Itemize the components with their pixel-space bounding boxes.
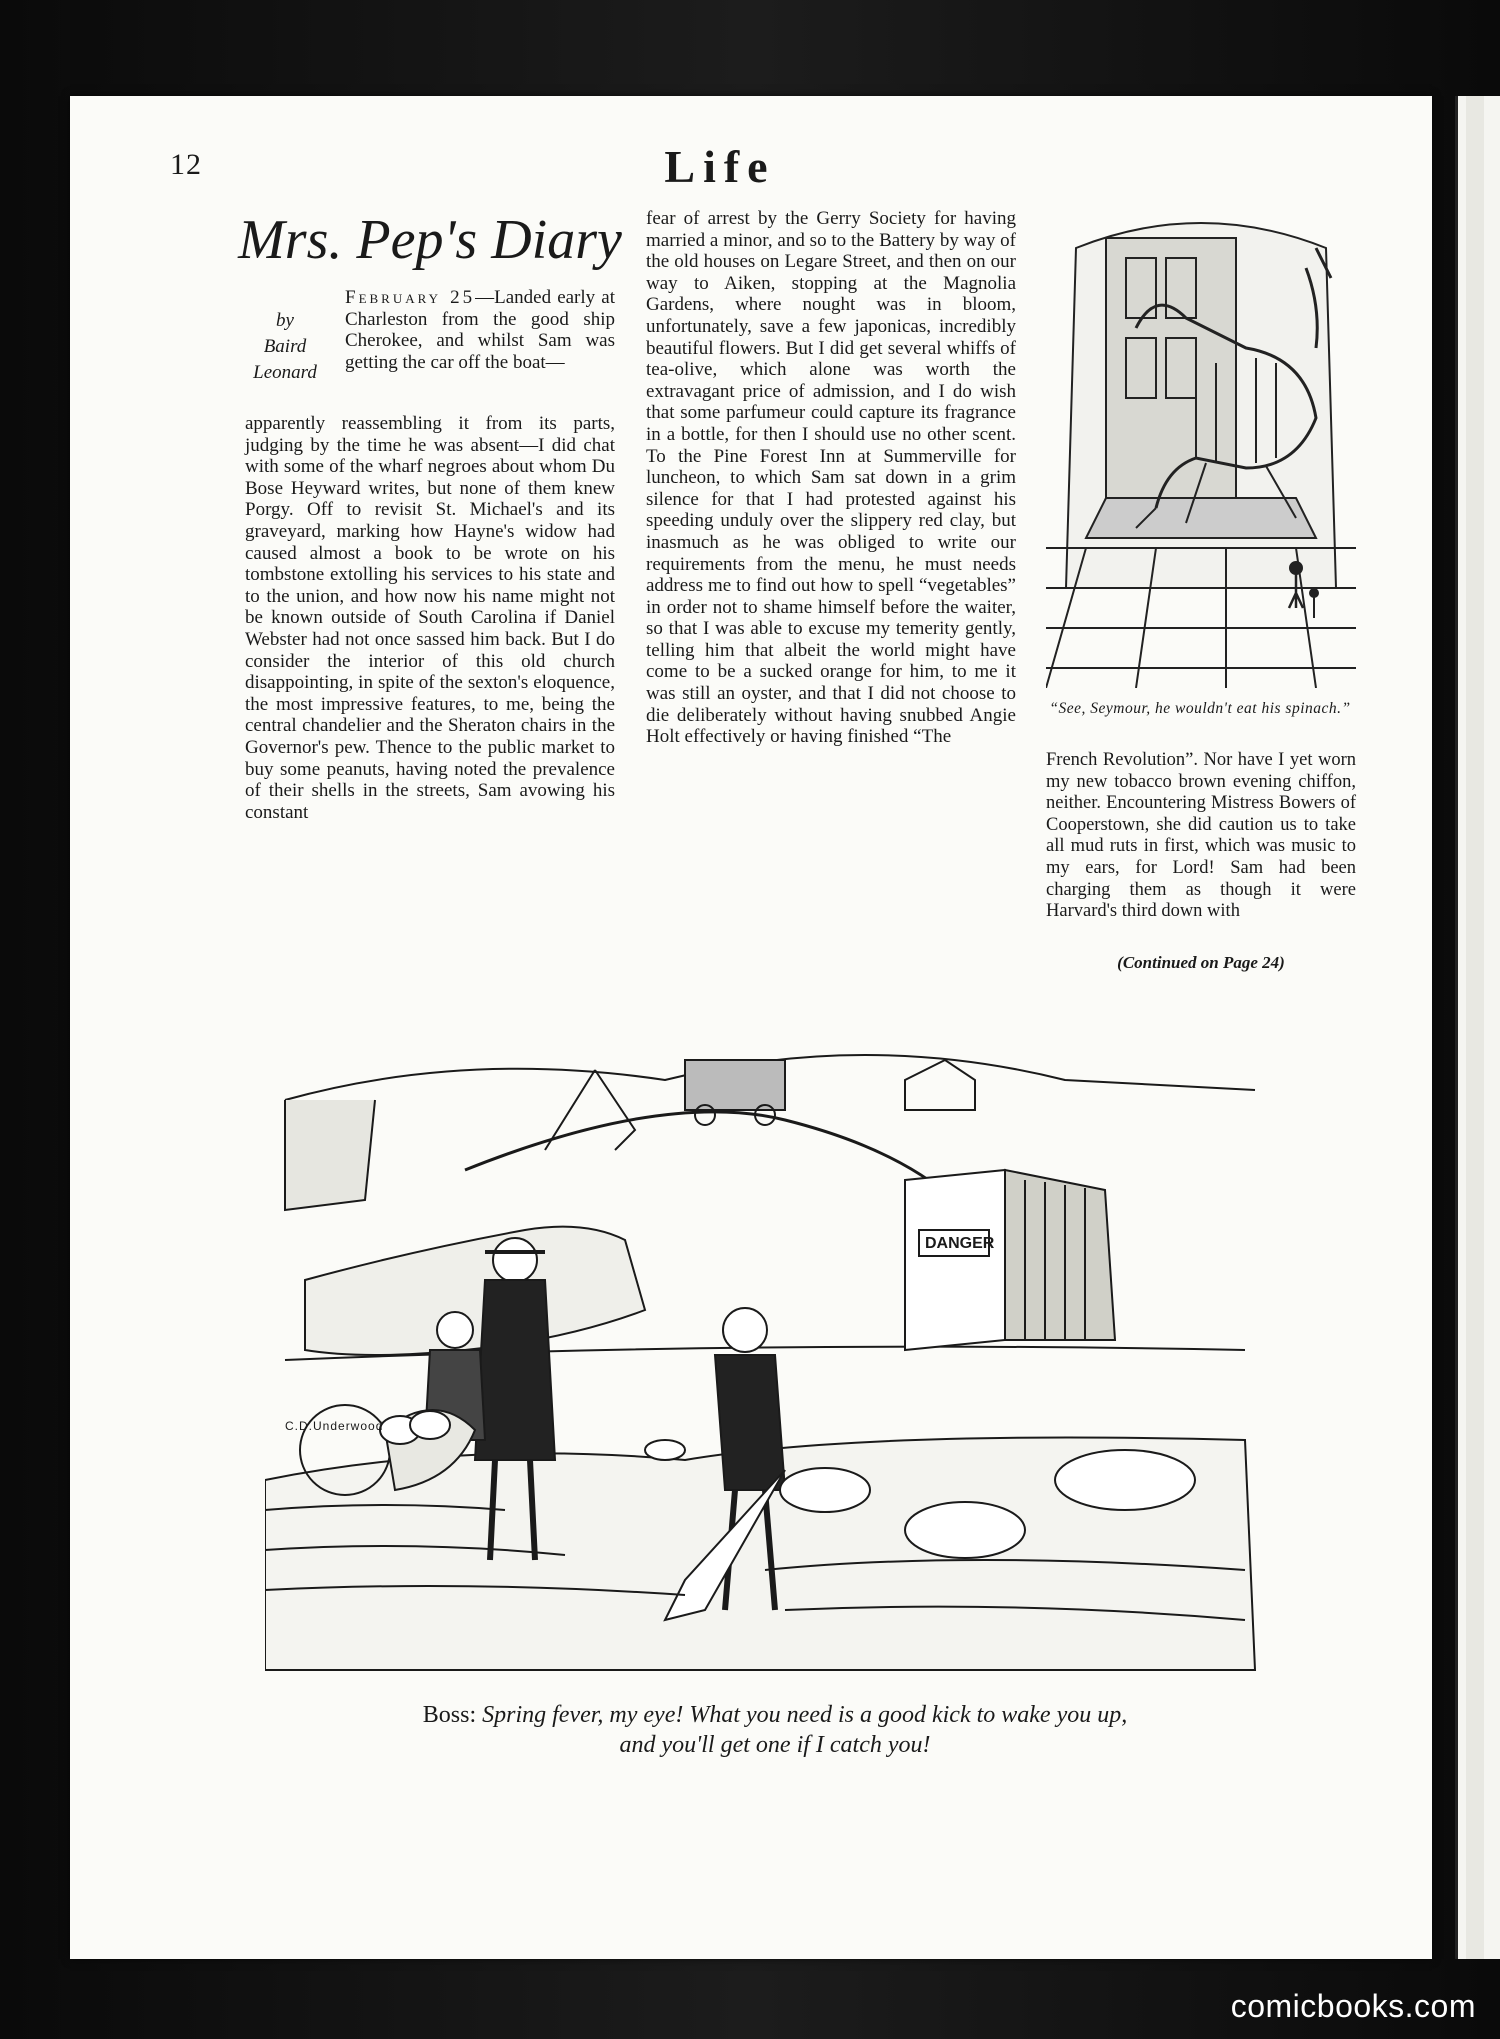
article-title: Mrs. Pep's Diary bbox=[238, 209, 622, 271]
column-1-text: apparently reassembling it from its parts, judging by the time he was absent—I did chat with some of the wharf negroes about whom Du Bose Heyward writes, but none of them knew Porgy. Off to revisit St. Michael's and its graveyard, marking how Hayne's widow had caused almost a book to be wrote on his tombstone extolling his services to his state and to the union, and how now his name might not be known outside of South Carolina if Daniel Webster had not once sassed him back. But I do consider the interior of this old church disappointing, in spite of the sexton's eloquence, the most impressive features, to me, being the central chandelier and the Sheraton chairs in the Governor's pew. Thence to the public market to buy some peanuts, having noted the prevalence of their shells in the streets, Sam avowing his constant bbox=[245, 413, 615, 823]
quarry-cartoon-caption bbox=[250, 1700, 1300, 1760]
continued-note: (Continued on Page 24) bbox=[1117, 953, 1285, 972]
skeleton-cartoon-caption: “See, Seymour, he wouldn't eat his spinach.” bbox=[1049, 700, 1351, 717]
caption-speaker: Boss: bbox=[422, 1702, 477, 1728]
byline-by: by bbox=[276, 310, 294, 331]
skeleton-cartoon bbox=[1046, 208, 1356, 688]
article-column-1-opening bbox=[345, 287, 615, 373]
caption-line-1: Spring fever, my eye! What you need is a good kick to wake you up, bbox=[482, 1702, 1128, 1728]
column-3-text: French Revolution”. Nor have I yet worn my new tobacco brown evening chiffon, neither. Encountering Mistress Bowers of Cooperstown, she did caution us to take all mud ruts in first, which was music to my ears, for Lord! Sam had been charging them as though it were Harvard's third down with bbox=[1046, 750, 1356, 922]
opening-text: —Landed early at Charleston from the good ship Cherokee, and whilst Sam was getting the car off the boat— bbox=[345, 287, 615, 373]
masthead: Life bbox=[664, 141, 776, 192]
dateline: February 25 bbox=[345, 287, 476, 308]
article-column-3 bbox=[1046, 750, 1356, 923]
byline-first-name: Baird bbox=[263, 336, 307, 357]
column-2-text: fear of arrest by the Gerry Society for having married a minor, and so to the Battery by way of the old houses on Legare Street, and then on our way to Aiken, stopping at the Magnolia Gardens, where nought was in bloom, unfortunately, save a few japonicas, incredibly beautiful flowers. But I did get several whiffs of tea-olive, which alone was worth the extravagant price of admission, and I do wish that some parfumeur could capture its fragrance in a bottle, for then I should use no other scent. To the Pine Forest Inn at Summerville for luncheon, to which Sam sat down in a grim silence for that I had protested against his speeding unduly over the slippery red clay, but inasmuch as he was obliged to write our requirements from the menu, he must needs address me to find out how to spell “vegetables” in order not to shame himself before the waiter, so that I was able to excuse my temerity gently, telling him that albeit the world might have come to be a sucked orange for him, to me it was still an oyster, and that I did not choose to die deliberately without having snubbed Angie Holt effectively or having finished “The bbox=[646, 208, 1016, 748]
article-column-1 bbox=[245, 413, 615, 823]
watermark-logo: comicbooks.com bbox=[1230, 1988, 1476, 2024]
facing-page-edge bbox=[1455, 96, 1500, 1959]
byline-last-name: Leonard bbox=[253, 362, 317, 383]
artist-signature: C.D.Underwood bbox=[285, 1419, 384, 1433]
caption-line-2: and you'll get one if I catch you! bbox=[619, 1732, 931, 1758]
danger-sign: DANGER bbox=[925, 1235, 995, 1252]
article-column-2 bbox=[646, 208, 1016, 748]
page-number: 12 bbox=[170, 148, 202, 181]
byline bbox=[240, 308, 330, 386]
quarry-cartoon bbox=[265, 1010, 1265, 1680]
